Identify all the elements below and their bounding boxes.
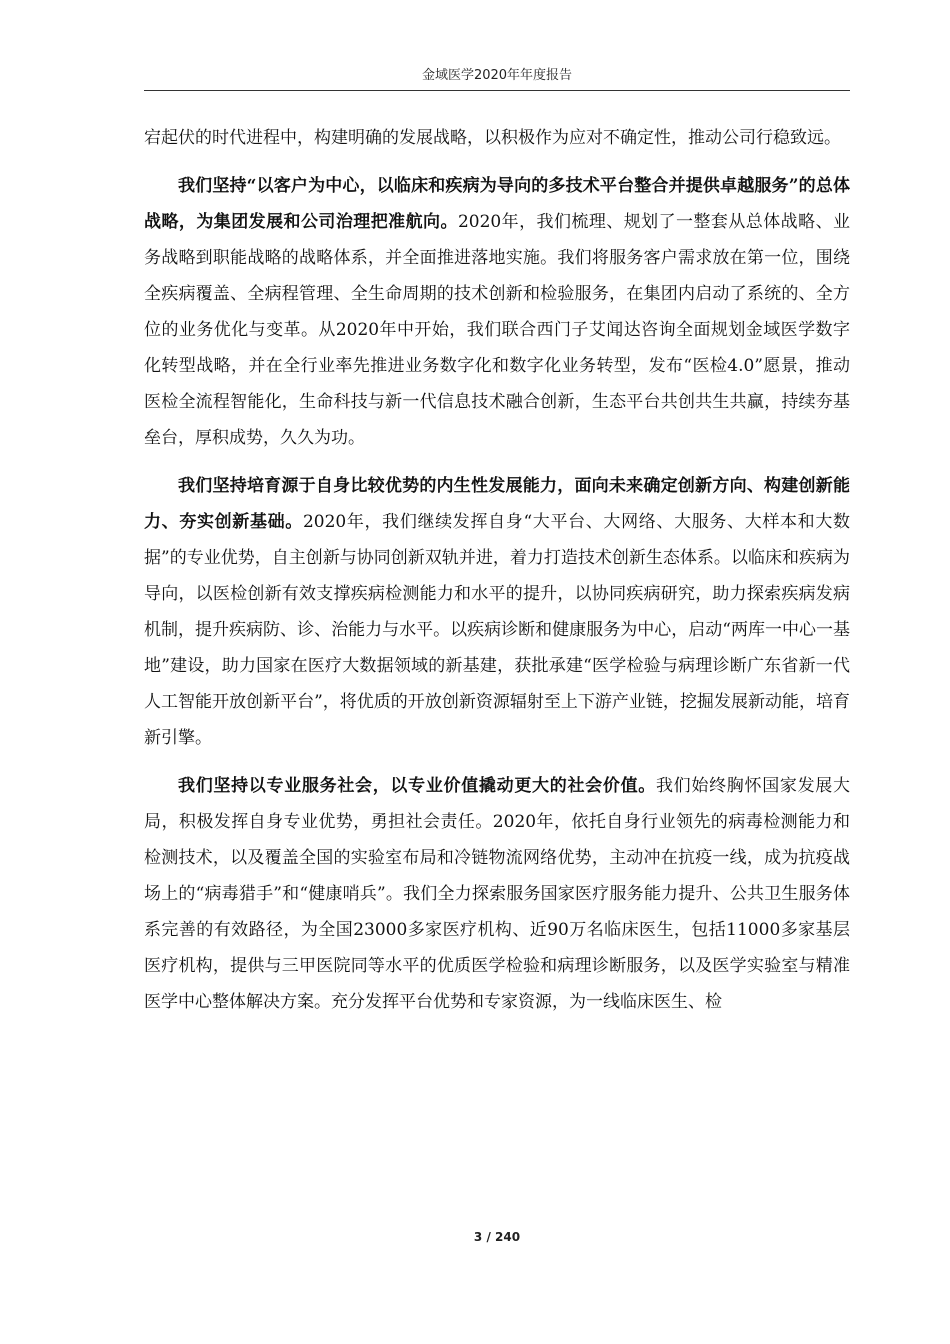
paragraph-overall-strategy [144, 168, 850, 456]
paragraph-text: 2020年，我们梳理、规划了一整套从总体战略、业务战略到职能战略的战略体系，并全面推进落地实施。我们将服务客户需求放在第一位，围绕全疾病覆盖、全病程管理、全生命周期的技术创新和检验服务，在集团内启动了系统的、全方位的业务优化与变革。从2020年中开始，我们联合西门子艾闻达咨询全面规划金域医学数字化转型战略，并在全行业率先推进业务数字化和数字化业务转型，发布“医检4.0”愿景，推动医检全流程智能化，生命科技与新一代信息技术融合创新，生态平台共创共生共赢，持续夯基垒台，厚积成势，久久为功。 [144, 212, 851, 448]
page-number: 3 / 240 [473, 1230, 521, 1244]
page-footer [144, 1230, 850, 1244]
paragraph-text: 宕起伏的时代进程中，构建明确的发展战略，以积极作为应对不确定性，推动公司行稳致远。 [144, 128, 841, 148]
report-body [144, 120, 850, 1032]
paragraph-lead: 我们坚持培育源于自身比较优势的内生性发展能力，面向未来确定创新方向、构建创新能力、夯实创新基础。 [144, 476, 850, 532]
paragraph-lead: 我们坚持以专业服务社会，以专业价值撬动更大的社会价值。 [178, 776, 656, 796]
paragraph-innovation [144, 468, 850, 756]
paragraph-text: 2020年，我们继续发挥自身“大平台、大网络、大服务、大样本和大数据”的专业优势，自主创新与协同创新双轨并进，着力打造技术创新生态体系。以临床和疾病为导向，以医检创新有效支撑疾病检测能力和水平的提升，以协同疾病研究，助力探索疾病发病机制，提升疾病防、诊、治能力与水平。以疾病诊断和健康服务为中心，启动“两库一中心一基地”建设，助力国家在医疗大数据领域的新基建，获批承建“医学检验与病理诊断广东省新一代人工智能开放创新平台”，将优质的开放创新资源辐射至上下游产业链，挖掘发展新动能，培育新引擎。 [144, 512, 850, 748]
paragraph-lead: 我们坚持“以客户为中心，以临床和疾病为导向的多技术平台整合并提供卓越服务”的总体战略，为集团发展和公司治理把准航向。 [144, 176, 850, 232]
page-header [144, 66, 850, 91]
paragraph-continued [144, 120, 850, 156]
report-title: 金域医学2020年年度报告 [421, 68, 573, 83]
paragraph-social-value [144, 768, 850, 1020]
paragraph-text: 我们始终胸怀国家发展大局，积极发挥自身专业优势，勇担社会责任。2020年，依托自身行业领先的病毒检测能力和检测技术，以及覆盖全国的实验室布局和冷链物流网络优势，主动冲在抗疫一线，成为抗疫战场上的“病毒猎手”和“健康哨兵”。我们全力探索服务国家医疗服务能力提升、公共卫生服务体系完善的有效路径，为全国23000多家医疗机构、近90万名临床医生，包括11000多家基层医疗机构，提供与三甲医院同等水平的优质医学检验和病理诊断服务，以及医学实验室与精准医学中心整体解决方案。充分发挥平台优势和专家资源，为一线临床医生、检 [144, 776, 851, 1012]
